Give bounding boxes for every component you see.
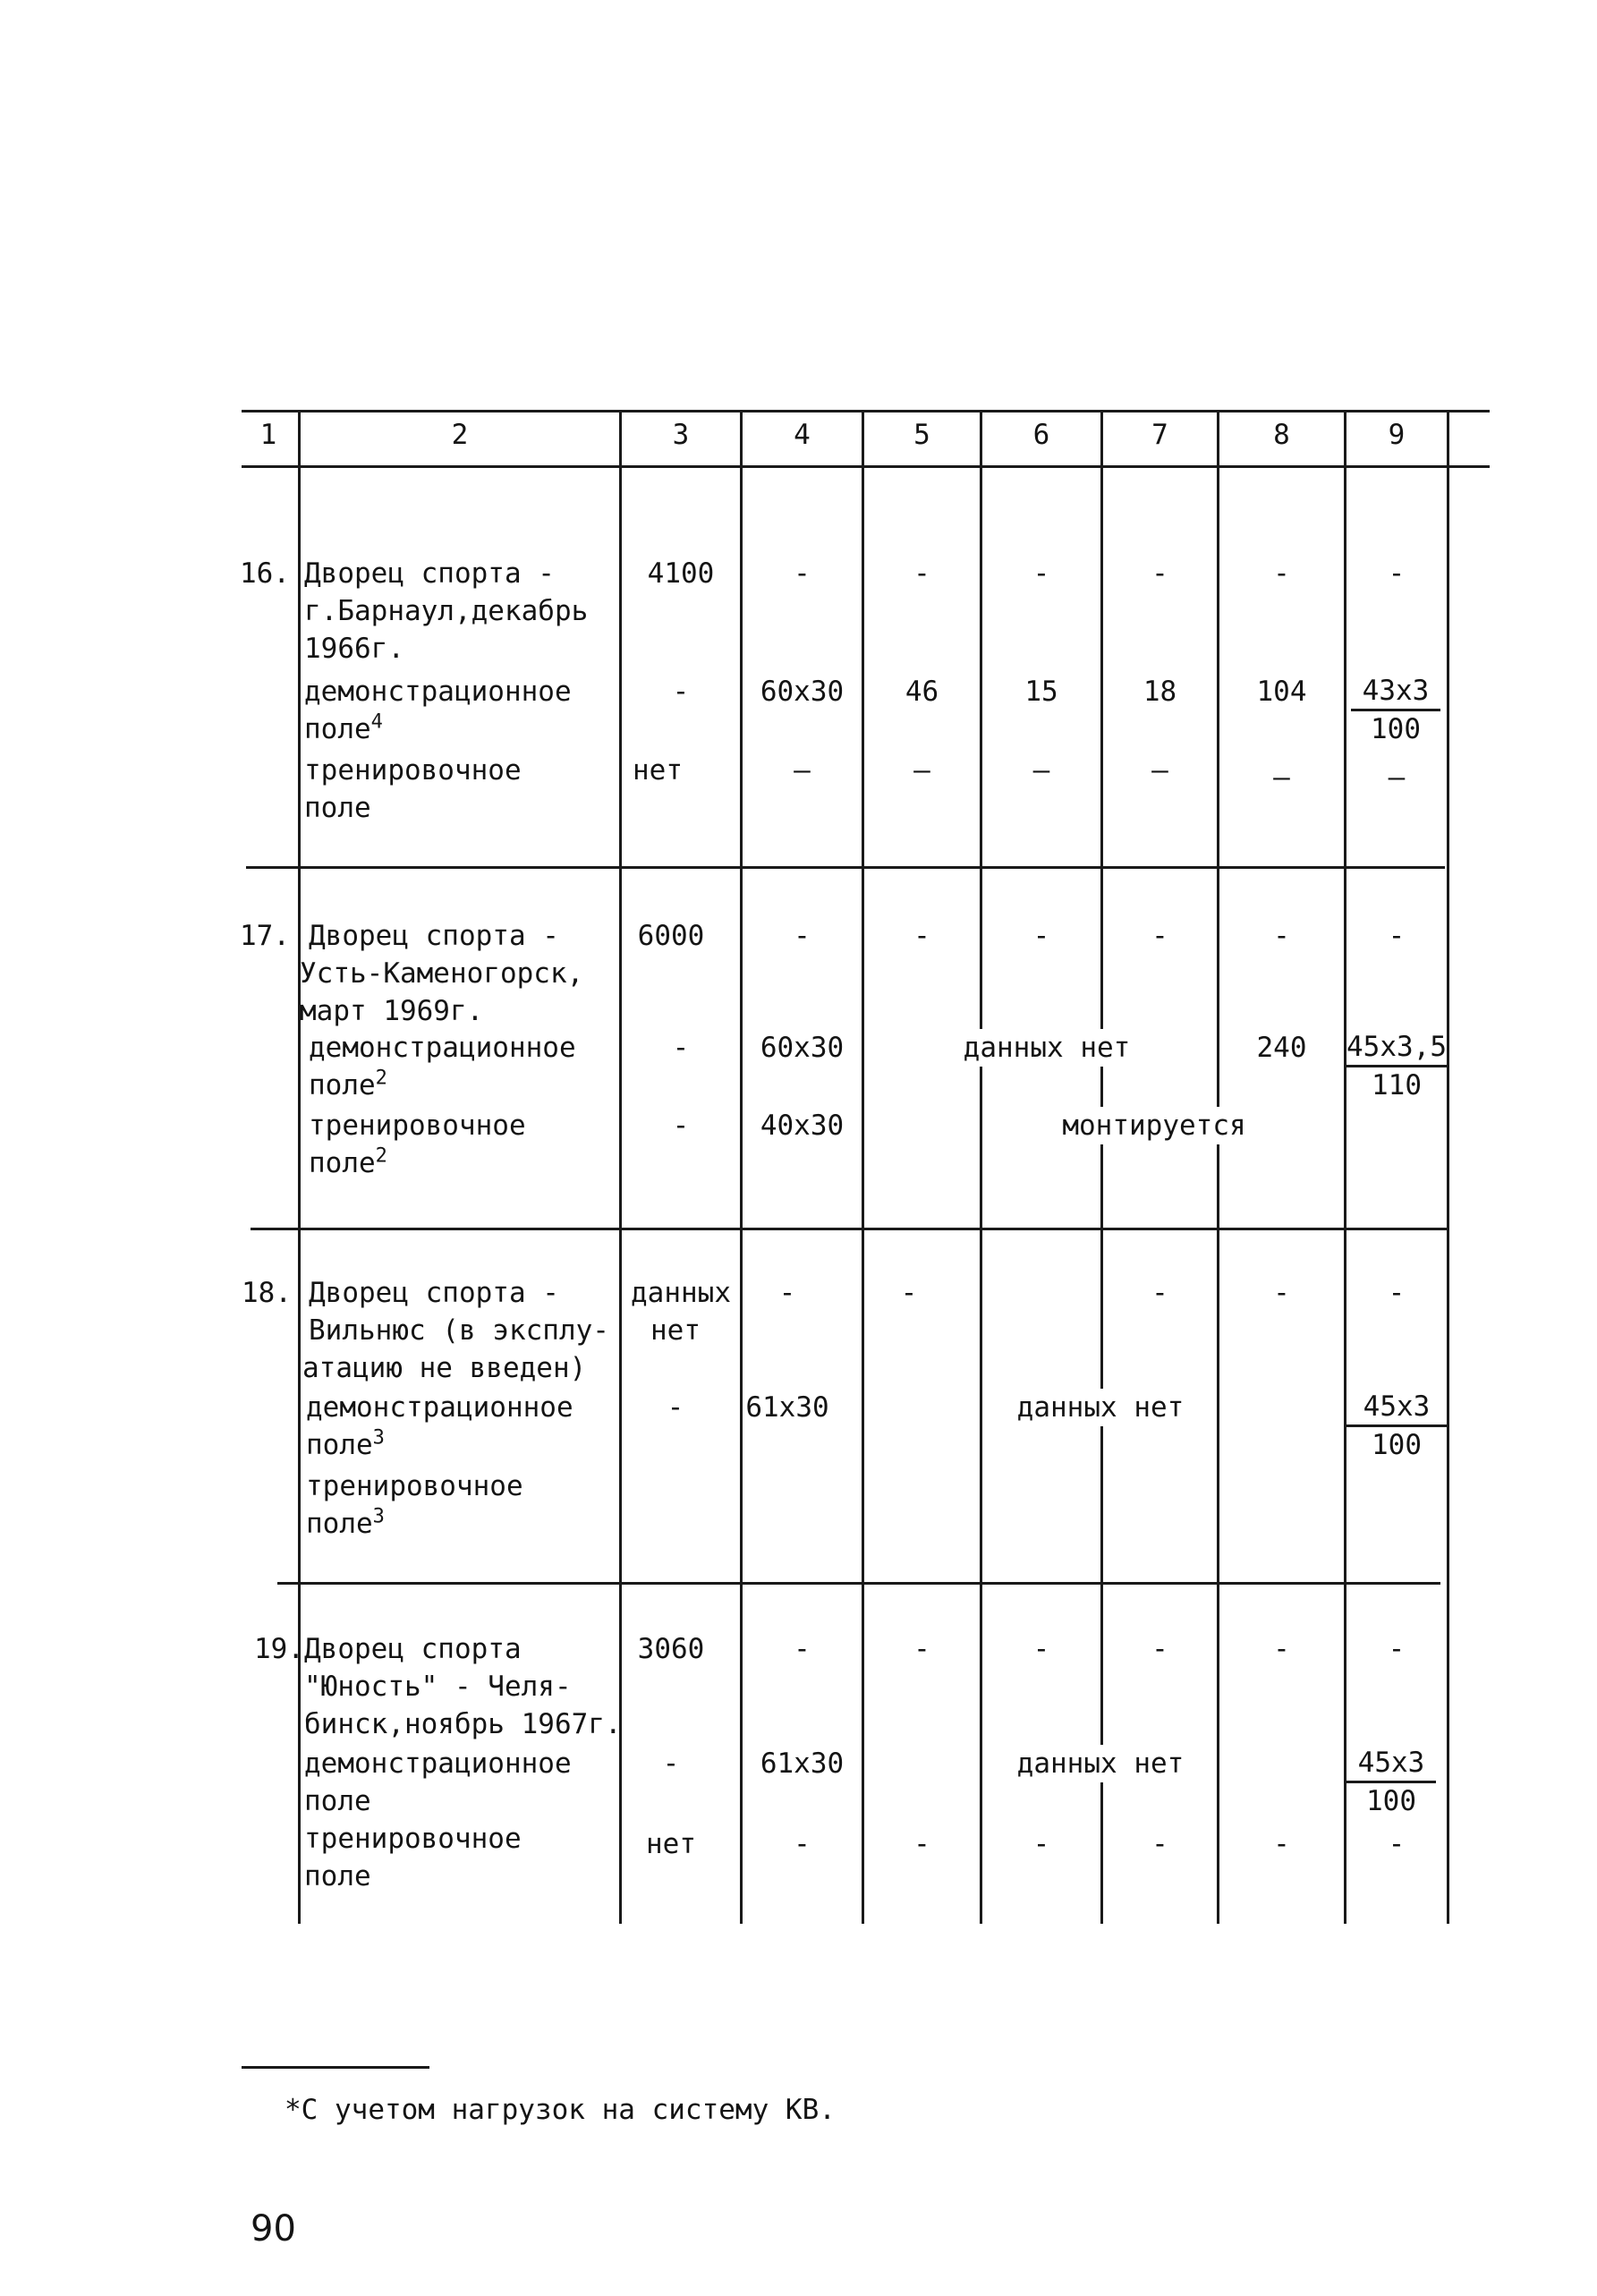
- facility-name-line: Дворец спорта -: [309, 1277, 559, 1309]
- footnote-ref: 3: [372, 1426, 385, 1450]
- row-separator: [277, 1582, 1440, 1585]
- dash-cell: -: [1032, 920, 1050, 952]
- facility-name-line: г.Барнаул,декабрь: [304, 595, 589, 627]
- facility-name-line: атацию не введен): [302, 1352, 587, 1384]
- field-label: поле: [304, 792, 371, 824]
- field-label: демонстрационное: [304, 1748, 572, 1780]
- dash-cell: -: [1032, 1633, 1050, 1665]
- dash-cell: -: [1032, 1828, 1050, 1860]
- column-header: 4: [794, 419, 811, 451]
- dash-cell: -: [913, 1633, 930, 1665]
- facility-name-line: 1966г.: [304, 633, 404, 665]
- row-number: 18.: [242, 1277, 292, 1309]
- cell: 18: [1143, 676, 1177, 708]
- facility-name-line: Дворец спорта -: [309, 920, 559, 952]
- column-header: 5: [913, 419, 930, 451]
- column-header: 3: [672, 419, 690, 451]
- cell: нет: [633, 754, 683, 787]
- dash-cell: -: [1388, 1828, 1406, 1860]
- dash-cell: -: [1151, 557, 1168, 590]
- cell: 104: [1256, 676, 1307, 708]
- dash-cell: -: [1032, 557, 1050, 590]
- dash-cell: —: [913, 754, 930, 787]
- column-header: 7: [1151, 419, 1168, 451]
- dash-cell: -: [913, 920, 930, 952]
- capacity-value: 3060: [637, 1633, 705, 1665]
- dash-cell: —: [1151, 754, 1168, 787]
- column-header: 6: [1032, 419, 1050, 451]
- dash-cell: -: [1273, 1828, 1290, 1860]
- header-bottom-rule: [242, 465, 1490, 468]
- footnote-ref: 3: [372, 1505, 385, 1528]
- dash-cell: -: [913, 557, 930, 590]
- capacity-value: нет: [650, 1314, 701, 1347]
- fraction-denominator: 100: [1372, 1429, 1422, 1461]
- facility-name-line: Усть-Каменогорск,: [300, 957, 584, 990]
- cell: 46: [905, 676, 939, 708]
- fraction-numerator: 45x3: [1346, 1389, 1447, 1427]
- merged-cell-text: монтируется: [1038, 1107, 1270, 1144]
- cell: нет: [646, 1828, 696, 1860]
- facility-name-line: бинск,ноябрь 1967г.: [304, 1708, 622, 1740]
- field-label: поле$^3$: [306, 1426, 385, 1461]
- column-header: 8: [1273, 419, 1290, 451]
- cell: -: [662, 1748, 680, 1780]
- column-divider: [1344, 412, 1346, 1924]
- field-label: тренировочное: [309, 1110, 526, 1142]
- dash-cell: -: [794, 1828, 811, 1860]
- capacity-value: 6000: [637, 920, 705, 952]
- row-separator: [251, 1228, 1449, 1230]
- column-header: 2: [451, 419, 469, 451]
- cell: -: [672, 1032, 690, 1064]
- dash-cell: -: [1273, 920, 1290, 952]
- fraction-denominator: 100: [1371, 713, 1421, 745]
- facility-name-line: март 1969г.: [300, 995, 484, 1027]
- column-header: 9: [1388, 419, 1406, 451]
- column-divider: [1100, 412, 1103, 1924]
- row-separator: [246, 866, 1445, 869]
- footnote: *С учетом нагрузок на систему КВ.: [285, 2094, 836, 2126]
- cell: 61x30: [745, 1391, 829, 1424]
- row-number: 17.: [240, 920, 290, 952]
- footnote-ref: 2: [375, 1144, 387, 1168]
- facility-name-line: Вильнюс (в эксплу-: [309, 1314, 609, 1347]
- cell: 60x30: [760, 676, 845, 708]
- field-label: демонстрационное: [304, 676, 572, 708]
- dash-cell: -: [1388, 557, 1406, 590]
- dash-cell: —: [1388, 761, 1406, 794]
- dash-cell: -: [1273, 557, 1290, 590]
- field-label: поле$^2$: [309, 1144, 387, 1179]
- dash-cell: —: [794, 754, 811, 787]
- fraction-value: [1346, 1745, 1436, 1819]
- field-label: поле: [304, 1785, 371, 1817]
- fraction-numerator: 45x3: [1346, 1745, 1436, 1783]
- table-top-rule: [242, 410, 1490, 412]
- fraction-denominator: 100: [1366, 1785, 1416, 1817]
- fraction-value: [1351, 673, 1440, 747]
- field-label: поле$^2$: [309, 1067, 387, 1101]
- facility-name-line: Дворец спорта -: [304, 557, 555, 590]
- cell: -: [672, 1110, 690, 1142]
- column-divider: [862, 412, 864, 1924]
- row-number: 16.: [240, 557, 290, 590]
- dash-cell: -: [1151, 1828, 1168, 1860]
- dash-cell: —: [1273, 761, 1290, 794]
- dash-cell: -: [1273, 1277, 1290, 1309]
- cell: -: [667, 1391, 684, 1424]
- field-label: демонстрационное: [306, 1391, 573, 1424]
- column-divider: [619, 412, 622, 1924]
- cell: 15: [1024, 676, 1058, 708]
- dash-cell: -: [794, 557, 811, 590]
- field-label: тренировочное: [306, 1470, 523, 1502]
- cell: 61x30: [760, 1748, 845, 1780]
- merged-cell-text: данных нет: [993, 1745, 1208, 1782]
- dash-cell: -: [1273, 1633, 1290, 1665]
- page-number: 90: [251, 2208, 296, 2249]
- facility-name-line: Дворец спорта: [304, 1633, 522, 1665]
- cell: 240: [1256, 1032, 1307, 1064]
- column-header: 1: [259, 419, 277, 451]
- field-label: поле: [304, 1860, 371, 1892]
- column-divider: [740, 412, 743, 1924]
- field-label: поле$^3$: [306, 1505, 385, 1540]
- dash-cell: -: [1388, 1633, 1406, 1665]
- cell: -: [672, 676, 690, 708]
- fraction-value: [1346, 1029, 1447, 1103]
- dash-cell: -: [1151, 920, 1168, 952]
- dash-cell: -: [1388, 920, 1406, 952]
- footnote-rule: [242, 2066, 429, 2069]
- dash-cell: -: [913, 1828, 930, 1860]
- field-label: тренировочное: [304, 754, 522, 787]
- merged-cell-text: данных нет: [993, 1389, 1208, 1426]
- dash-cell: -: [794, 1633, 811, 1665]
- column-divider: [1217, 412, 1219, 1924]
- field-label: демонстрационное: [309, 1032, 576, 1064]
- merged-cell-text: данных нет: [913, 1029, 1181, 1067]
- capacity-value: данных: [622, 1274, 740, 1312]
- field-label: тренировочное: [304, 1823, 522, 1855]
- fraction-value: [1346, 1389, 1447, 1463]
- column-divider: [1447, 412, 1449, 1924]
- row-number: 19.: [254, 1633, 304, 1665]
- field-label: поле$^4$: [304, 710, 383, 745]
- column-divider: [980, 412, 982, 1924]
- cell: 60x30: [760, 1032, 845, 1064]
- dash-cell: -: [1151, 1633, 1168, 1665]
- fraction-numerator: 43x3: [1351, 673, 1440, 711]
- capacity-value: 4100: [647, 557, 715, 590]
- dash-cell: -: [900, 1277, 918, 1309]
- footnote-ref: 2: [375, 1067, 387, 1090]
- dash-cell: -: [1151, 1277, 1168, 1309]
- column-divider: [298, 412, 301, 1924]
- fraction-denominator: 110: [1372, 1069, 1422, 1101]
- cell: 40x30: [760, 1110, 845, 1142]
- fraction-numerator: 45x3,5: [1346, 1029, 1447, 1067]
- dash-cell: —: [1032, 754, 1050, 787]
- dash-cell: -: [1388, 1277, 1406, 1309]
- facility-name-line: "Юность" - Челя-: [304, 1671, 572, 1703]
- dash-cell: -: [778, 1277, 796, 1309]
- footnote-ref: 4: [370, 710, 383, 734]
- dash-cell: -: [794, 920, 811, 952]
